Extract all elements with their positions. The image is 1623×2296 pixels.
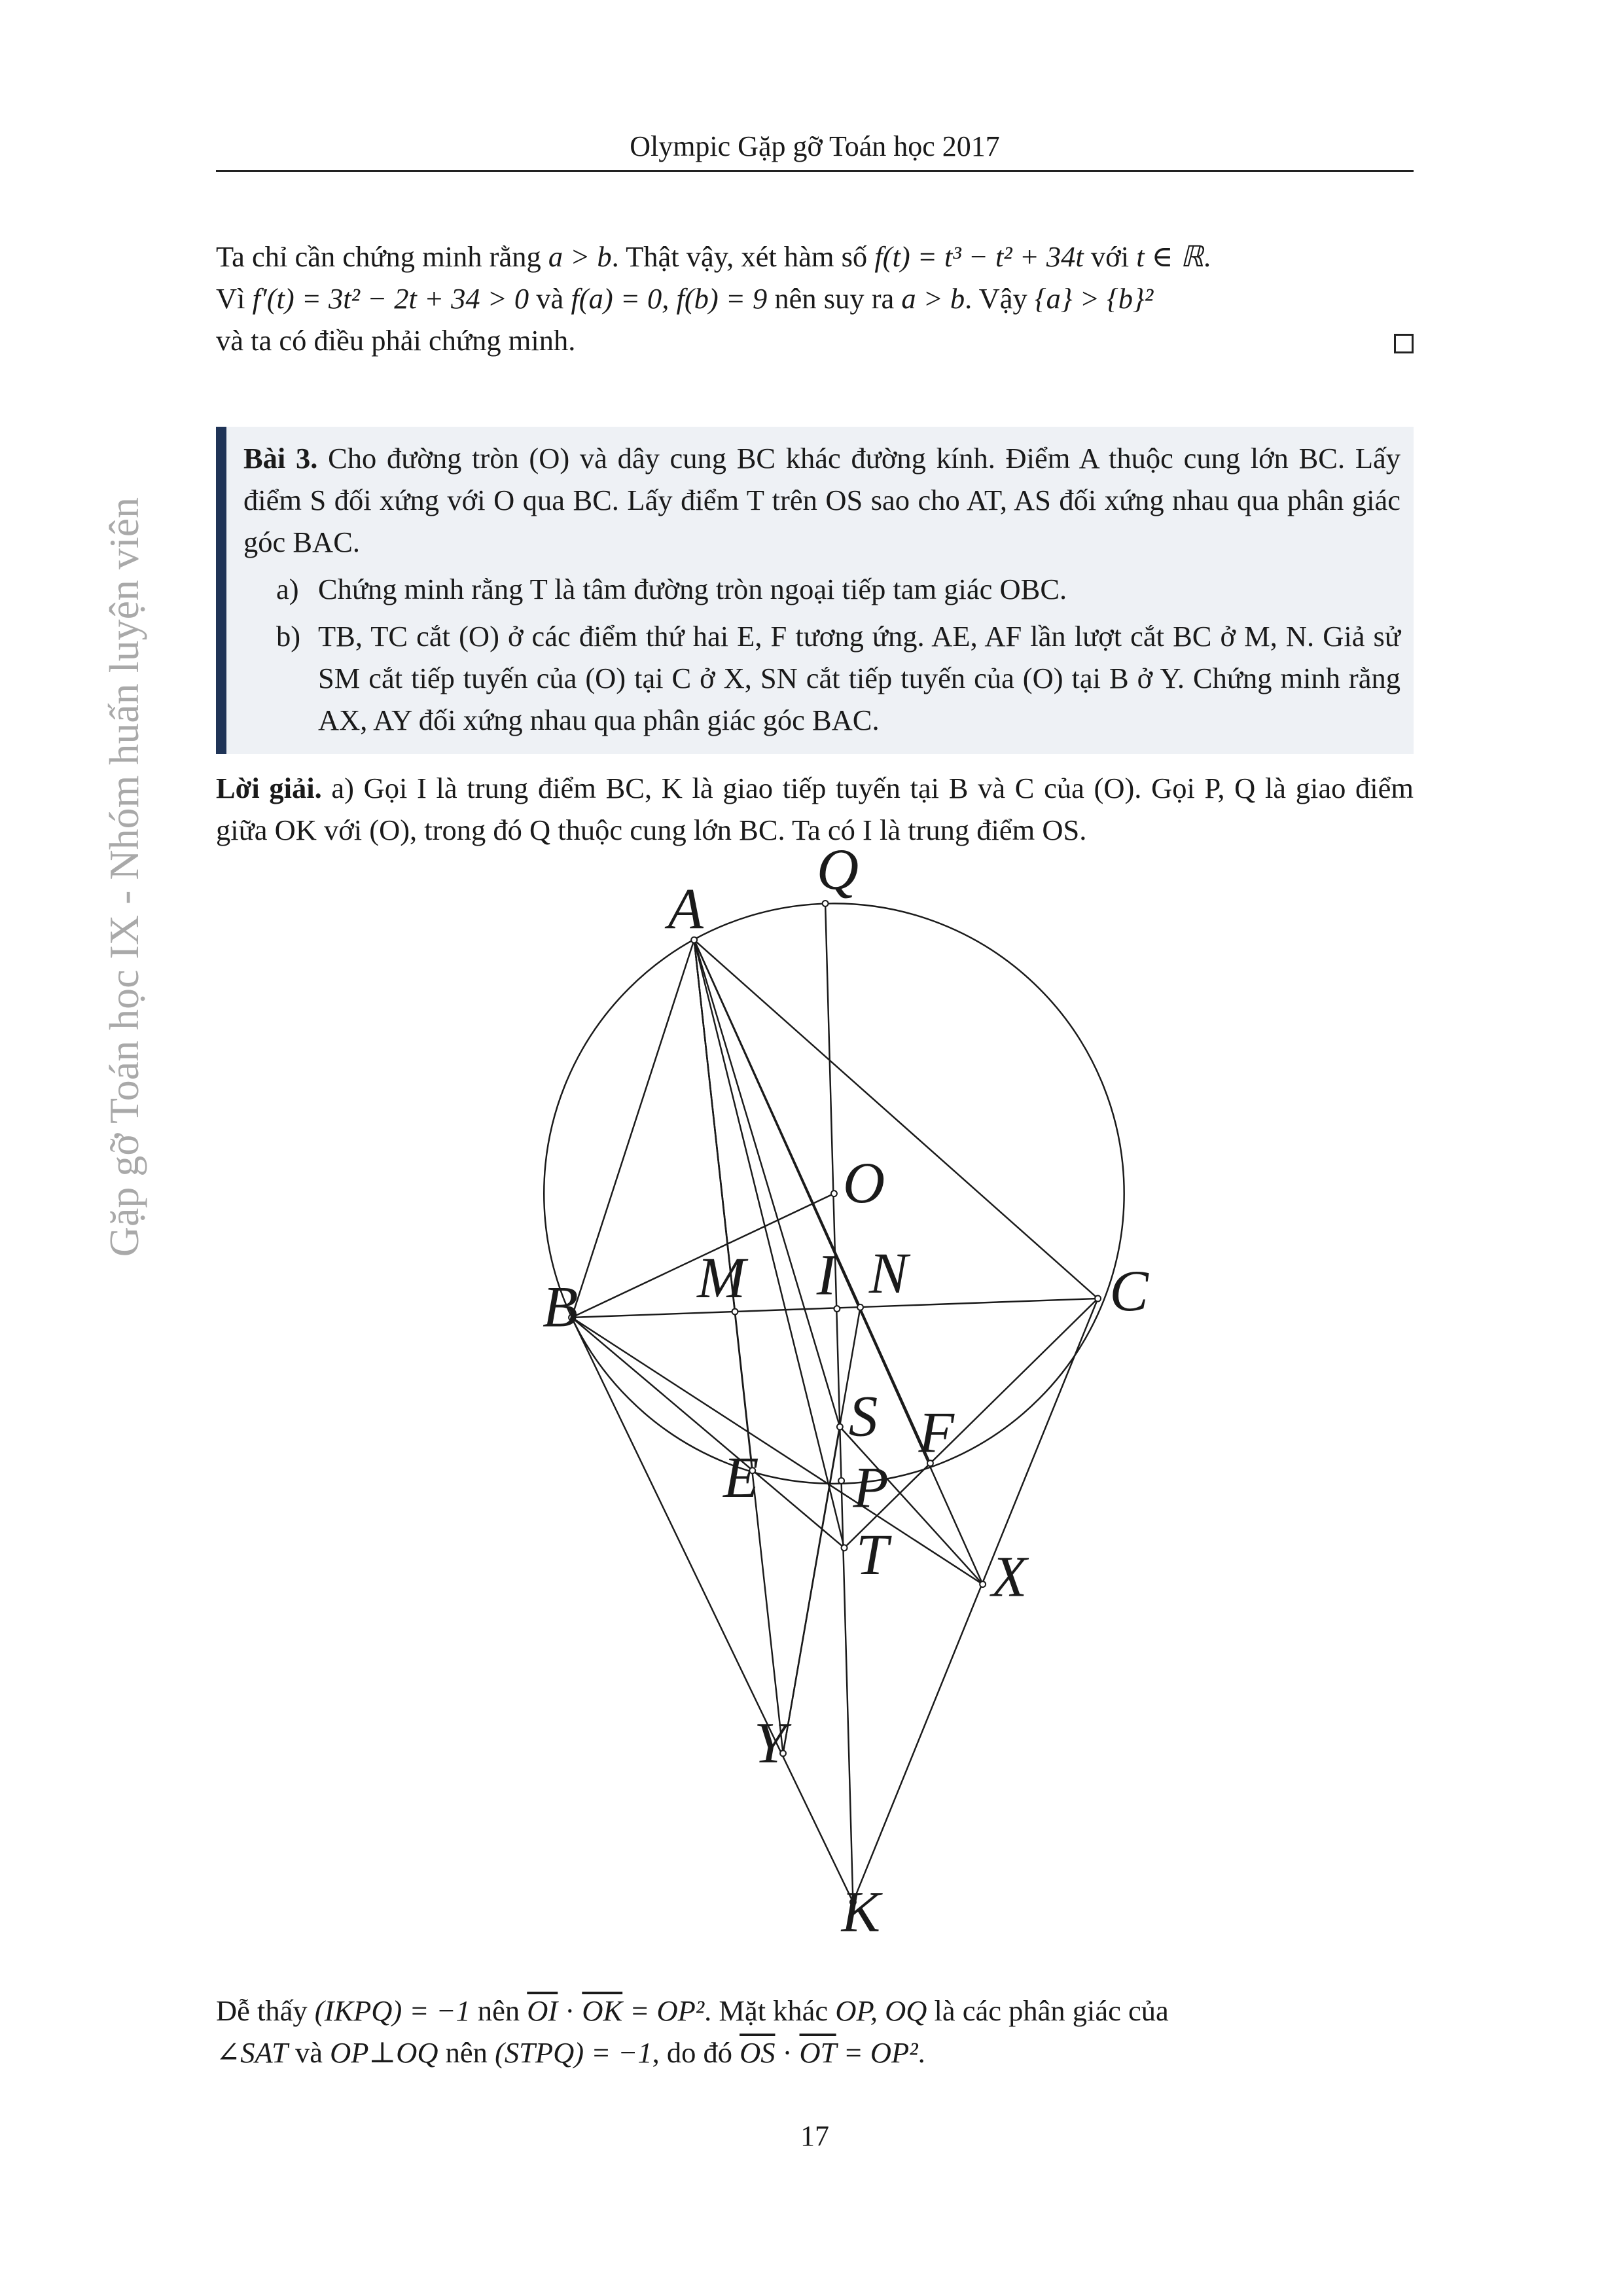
figure-segments bbox=[572, 903, 1098, 1902]
geometry-figure bbox=[510, 838, 1152, 1977]
intro-paragraph bbox=[216, 236, 1414, 361]
closing-line-2: ∠SAT và OP⊥OQ nên (STPQ) = −1, do đó $\overline{OS} \cdot \overline{OT} = OP^2$. bbox=[216, 2036, 925, 2069]
problem-statement bbox=[243, 437, 1400, 741]
qed-square bbox=[1394, 334, 1414, 353]
segment-BT bbox=[572, 1318, 844, 1548]
header-rule bbox=[216, 170, 1414, 172]
label-X: X bbox=[991, 1545, 1027, 1609]
label-N: N bbox=[868, 1242, 908, 1306]
point-X bbox=[980, 1581, 986, 1587]
label-A: A bbox=[668, 877, 704, 942]
closing-line-1: Dễ thấy (IKPQ) = −1 nên $\overline{OI} \cdot \overline{OK} = OP^2$. Mặt khác OP, OQ là các phân giác của bbox=[216, 1994, 1169, 2027]
label-C: C bbox=[1109, 1259, 1149, 1323]
problem-item-a: a) Chứng minh rằng T là tâm đường tròn ngoại tiếp tam giác OBC. bbox=[276, 573, 1067, 605]
closing-paragraph bbox=[216, 1990, 1414, 2073]
segment-AS bbox=[694, 940, 840, 1427]
label-B: B bbox=[543, 1275, 579, 1340]
solution-label: Lời giải. bbox=[216, 772, 322, 804]
label-S: S bbox=[848, 1384, 878, 1449]
problem-text: Cho đường tròn (O) và dây cung BC khác đường kính. Điểm A thuộc cung lớn BC. Lấy điểm S đối xứng với O qua BC. Lấy điểm T trên OS sao cho AT, AS đối xứng nhau qua phân giác góc BAC. bbox=[243, 442, 1400, 558]
label-Q: Q bbox=[816, 838, 859, 903]
intro-line-3: và ta có điều phải chứng minh. bbox=[216, 319, 1414, 361]
point-T bbox=[842, 1545, 847, 1551]
segment-AY bbox=[694, 940, 783, 1753]
solution-text: a) Gọi I là trung điểm BC, K là giao tiếp tuyến tại B và C của (O). Gọi P, Q là giao điểm giữa OK với (O), trong đó Q thuộc cung lớn BC. Ta có I là trung điểm OS. bbox=[216, 772, 1414, 846]
point-C bbox=[1095, 1296, 1101, 1302]
label-P: P bbox=[853, 1456, 889, 1520]
label-Y: Y bbox=[753, 1711, 787, 1776]
label-E: E bbox=[723, 1445, 759, 1510]
segment-YS bbox=[783, 1427, 840, 1753]
label-K: K bbox=[841, 1880, 881, 1945]
page-number: 17 bbox=[800, 2120, 829, 2152]
point-P bbox=[838, 1478, 844, 1484]
segment-CK bbox=[853, 1299, 1097, 1902]
label-M: M bbox=[697, 1246, 746, 1310]
point-N bbox=[857, 1304, 863, 1310]
segment-AB bbox=[572, 940, 694, 1318]
point-S bbox=[837, 1424, 843, 1430]
label-I: I bbox=[816, 1243, 836, 1308]
running-header: Olympic Gặp gỡ Toán học 2017 bbox=[630, 130, 1000, 162]
problem-item-b: b) TB, TC cắt (O) ở các điểm thứ hai E, F tương ứng. AE, AF lần lượt cắt BC ở M, N. Giả sử SM cắt tiếp tuyến của (O) tại C ở X, SN cắt tiếp tuyến của (O) tại B ở Y. Chứng minh rằng AX, AY đối xứng nhau qua phân giác góc BAC. bbox=[276, 620, 1400, 736]
label-O: O bbox=[842, 1151, 885, 1215]
side-watermark: Gặp gỡ Toán học IX - Nhóm huấn luyện viên bbox=[101, 497, 147, 1257]
intro-line-2: Vì f′(t) = 3t² − 2t + 34 > 0 và f(a) = 0, f(b) = 9 nên suy ra a > b. Vậy {a} > {b}² bbox=[216, 282, 1154, 315]
problem-box-accent bbox=[216, 427, 226, 754]
problem-label: Bài 3. bbox=[243, 442, 318, 475]
label-F: F bbox=[918, 1400, 955, 1465]
segment-BK bbox=[572, 1318, 853, 1902]
point-O bbox=[831, 1191, 837, 1196]
intro-line-1: Ta chỉ cần chứng minh rằng a > b. Thật vậy, xét hàm số f(t) = t³ − t² + 34t với t ∈ ℝ. bbox=[216, 240, 1211, 273]
solution-paragraph bbox=[216, 767, 1414, 851]
label-T: T bbox=[855, 1522, 889, 1587]
